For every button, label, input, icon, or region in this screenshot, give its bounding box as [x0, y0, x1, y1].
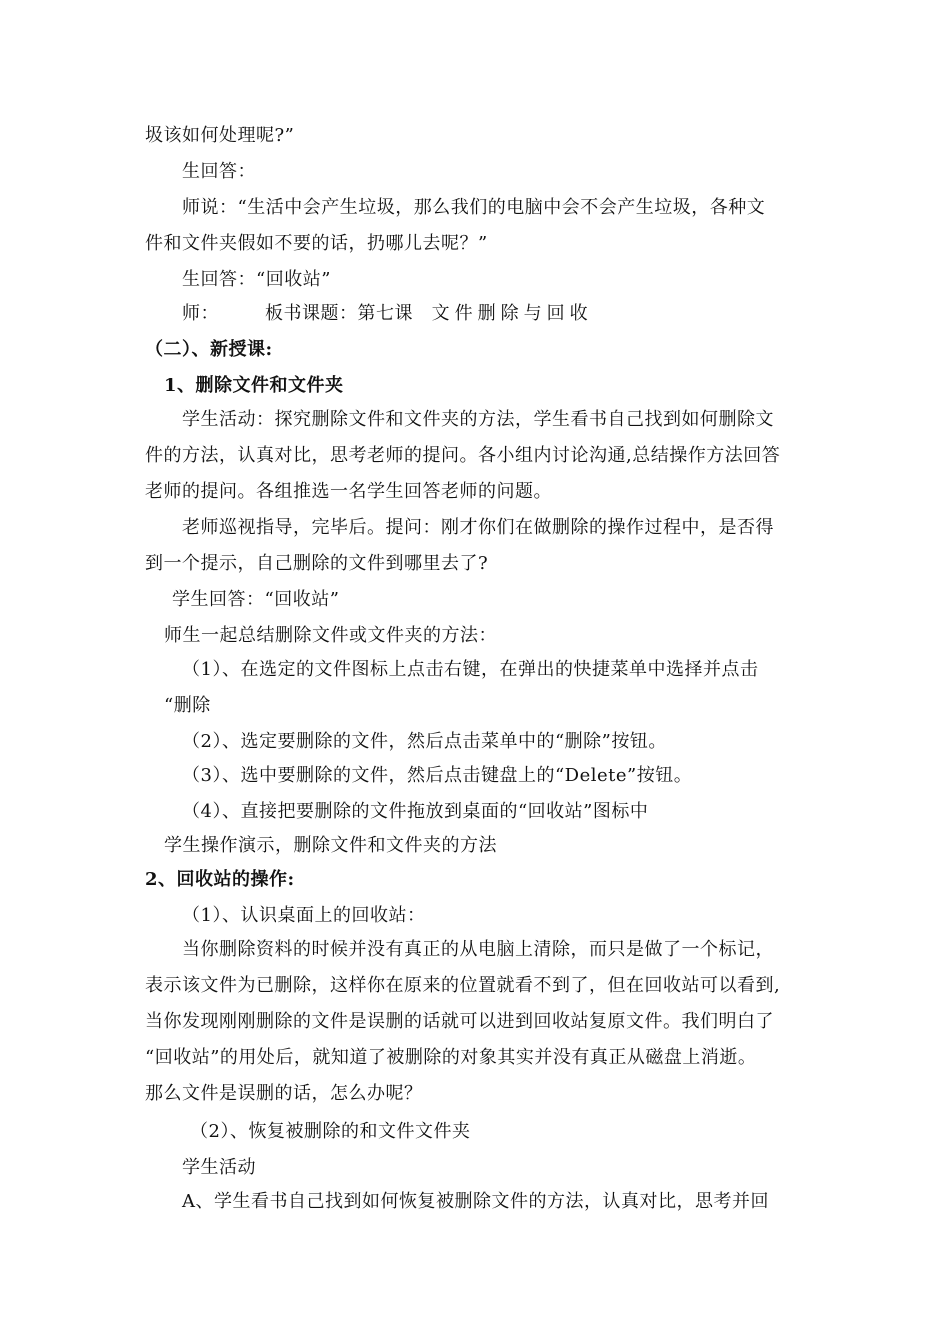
text-line: 那么文件是误删的话，怎么办呢？ [145, 1083, 423, 1104]
subsection-heading: 2、回收站的操作: [145, 869, 295, 890]
text-line: 学生活动：探究删除文件和文件夹的方法，学生看书自己找到如何删除文 [182, 409, 774, 430]
subsection-heading: 1、删除文件和文件夹 [164, 375, 344, 396]
teacher-label: 师： [182, 303, 219, 324]
list-item: （2）、选定要删除的文件，然后点击菜单中的“删除”按钮。 [182, 731, 667, 752]
text-line: 学生活动 [182, 1157, 256, 1178]
list-item: （3）、选中要删除的文件，然后点击键盘上的“Delete”按钮。 [182, 765, 693, 786]
list-item: （1）、认识桌面上的回收站： [182, 905, 426, 926]
board-title-label: 板书课题：第七课 [265, 303, 413, 324]
text-line: 表示该文件为已删除，这样你在原来的位置就看不到了，但在回收站可以看到, [145, 975, 781, 996]
board-title-line [182, 302, 593, 326]
list-item-continuation: “删除 [164, 695, 211, 716]
text-line: 当你删除资料的时候并没有真正的从电脑上清除，而只是做了一个标记， [182, 939, 774, 960]
text-line: 生回答：“回收站” [182, 269, 331, 290]
text-line: 师生一起总结删除文件或文件夹的方法： [164, 625, 497, 646]
text-line: 师说：“生活中会产生垃圾，那么我们的电脑中会不会产生垃圾，各种文 [182, 197, 766, 218]
text-line: 学生回答：“回收站” [172, 589, 340, 610]
text-line: 学生操作演示，删除文件和文件夹的方法 [164, 835, 497, 856]
text-line: 当你发现刚刚删除的文件是误删的话就可以进到回收站复原文件。我们明白了 [145, 1011, 774, 1032]
text-line: 生回答： [182, 161, 256, 182]
text-line: 件的方法，认真对比，思考老师的提问。各小组内讨论沟通,总结操作方法回答 [145, 445, 781, 466]
text-line: 到一个提示，自己删除的文件到哪里去了? [145, 553, 489, 574]
text-line: 老师的提问。各组推选一名学生回答老师的问题。 [145, 481, 552, 502]
text-line: “回收站”的用处后，就知道了被删除的对象其实并没有真正从磁盘上消逝。 [145, 1047, 757, 1068]
text-line: A、学生看书自己找到如何恢复被删除文件的方法，认真对比，思考并回 [182, 1191, 769, 1212]
list-item: （2）、恢复被删除的和文件文件夹 [190, 1121, 471, 1142]
text-line: 圾该如何处理呢?” [145, 125, 295, 146]
section-heading: （二）、新授课: [145, 339, 273, 360]
list-item: （1）、在选定的文件图标上点击右键，在弹出的快捷菜单中选择并点击 [182, 659, 759, 680]
lesson-title: 文件删除与回收 [431, 303, 593, 324]
text-line: 老师巡视指导，完毕后。提问：刚才你们在做删除的操作过程中，是否得 [182, 517, 774, 538]
list-item: （4）、直接把要删除的文件拖放到桌面的“回收站”图标中 [182, 801, 649, 822]
text-line: 件和文件夹假如不要的话，扔哪儿去呢？” [145, 233, 488, 254]
